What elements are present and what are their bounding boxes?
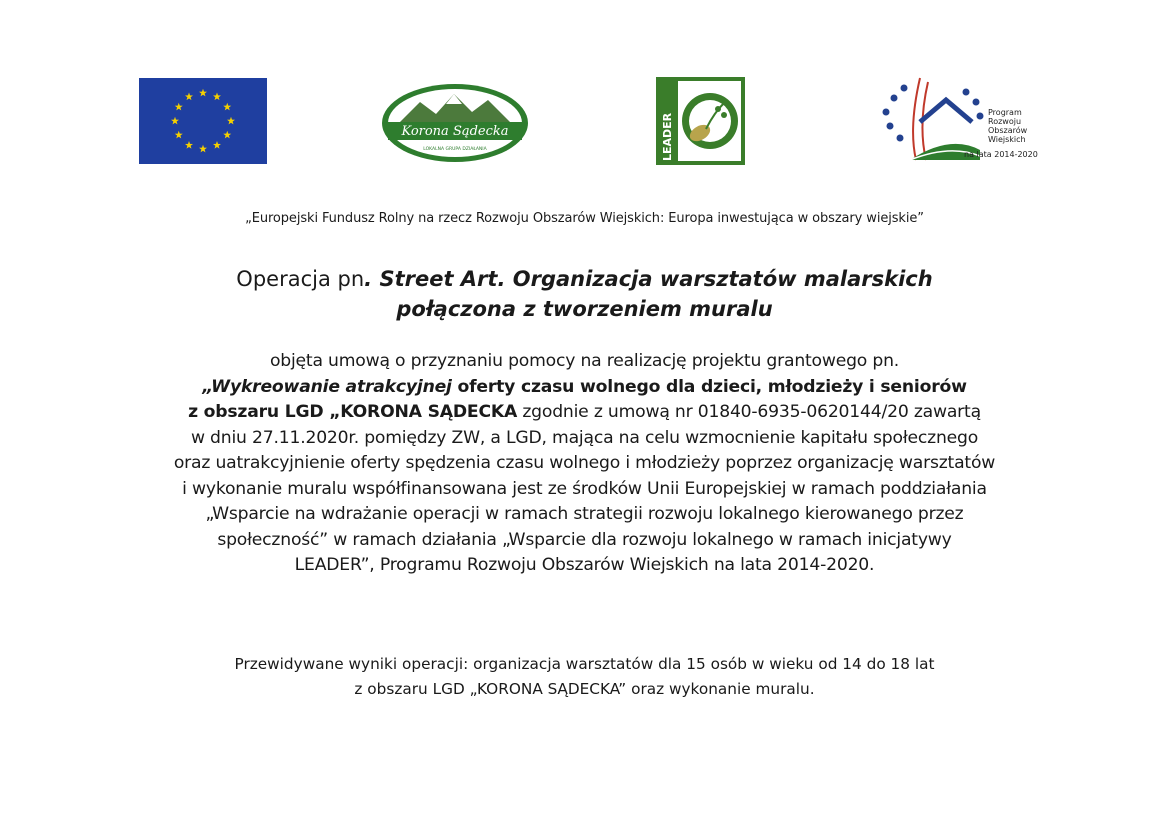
expected-results bbox=[0, 652, 1169, 702]
korona-logo-text: Korona Sądecka bbox=[401, 124, 509, 139]
title-line-2: połączona z tworzeniem muralu bbox=[396, 297, 773, 321]
prow-logo-text bbox=[988, 108, 1027, 144]
agreement-text: zgodnie z umową nr 01840-6935-0620144/20 zawartą bbox=[517, 402, 981, 422]
grant-name-italic: „Wykreowanie atrakcyjnej bbox=[202, 376, 452, 397]
operation-title bbox=[0, 264, 1169, 324]
korona-logo-subtitle: LOKALNA GRUPA DZIAŁANIA bbox=[423, 147, 487, 152]
body-line-6: i wykonanie muralu współfinansowana jest ze środków Unii Europejskiej w ramach poddziałania bbox=[182, 478, 987, 499]
prow-line-4: Wiejskich bbox=[988, 135, 1026, 144]
body-line-3 bbox=[100, 400, 1069, 426]
korona-sadecka-logo bbox=[380, 82, 530, 164]
grant-name-bold: oferty czasu wolnego dla dzieci, młodzieży i seniorów bbox=[451, 376, 967, 397]
prow-years: na lata 2014-2020 bbox=[964, 150, 1038, 159]
body-line-4: w dniu 27.11.2020r. pomiędzy ZW, a LGD, mająca na celu wzmocnienie kapitału społecznego bbox=[190, 427, 979, 448]
leader-logo-text: LEADER bbox=[661, 112, 674, 161]
body-line-5: oraz uatrakcyjnienie oferty spędzenia czasu wolnego i młodzieży poprzez organizację warsztatów bbox=[173, 453, 996, 473]
prow-line-1: Program bbox=[988, 108, 1022, 117]
body-line-7: „Wsparcie na wdrażanie operacji w ramach strategii rozwoju lokalnego kierowanego przez bbox=[205, 504, 964, 524]
title-prefix: Operacja pn bbox=[236, 267, 365, 291]
logo-bar bbox=[0, 0, 1169, 200]
results-line-2: z obszaru LGD „KORONA SĄDECKA” oraz wykonanie muralu. bbox=[354, 680, 815, 698]
leader-logo bbox=[656, 77, 745, 165]
lgd-name: z obszaru LGD „KORONA SĄDECKA bbox=[188, 402, 518, 422]
fund-line: „Europejski Fundusz Rolny na rzecz Rozwoju Obszarów Wiejskich: Europa inwestująca w obszary wiejskie” bbox=[245, 211, 924, 226]
body-line-9: LEADER”, Programu Rozwoju Obszarów Wiejskich na lata 2014-2020. bbox=[294, 555, 875, 575]
title-line-1 bbox=[0, 264, 1169, 294]
results-line-1: Przewidywane wyniki operacji: organizacja warsztatów dla 15 osób w wieku od 14 do 18 lat bbox=[234, 655, 935, 673]
eu-flag-logo bbox=[139, 78, 267, 164]
body-line-8: społeczność” w ramach działania „Wsparcie dla rozwoju lokalnego w ramach inicjatywy bbox=[217, 529, 952, 550]
body-line-1: objęta umową o przyznaniu pomocy na realizację projektu grantowego pn. bbox=[269, 351, 900, 371]
title-line-1-text: . Street Art. Organizacja warsztatów malarskich bbox=[364, 267, 933, 291]
body-paragraph bbox=[100, 349, 1069, 579]
body-line-2 bbox=[100, 375, 1069, 401]
prow-line-3: Obszarów bbox=[988, 126, 1028, 135]
prow-line-2: Rozwoju bbox=[988, 117, 1022, 126]
